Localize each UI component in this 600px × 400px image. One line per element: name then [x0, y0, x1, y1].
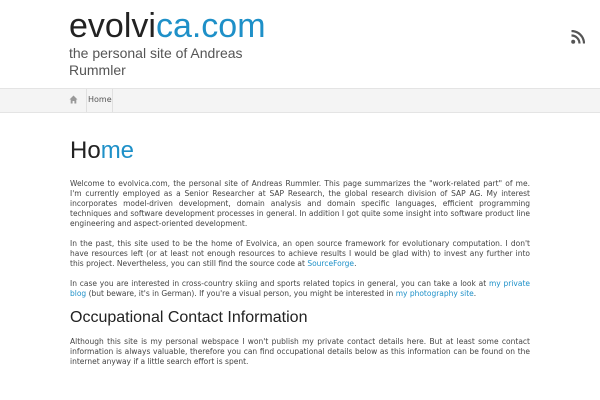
page-title	[70, 134, 530, 168]
interests-text-b: (but beware, it's in German). If you're a visual person, you might be interested in	[86, 289, 396, 298]
main-content	[70, 134, 530, 367]
site-tagline: the personal site of Andreas Rummler	[69, 45, 243, 78]
past-paragraph	[70, 239, 530, 269]
site-header	[0, 0, 600, 88]
intro-paragraph: Welcome to evolvica.com, the personal site of Andreas Rummler. This page summarizes the "work-related part" of me. I'm currently employed as a Senior Researcher at SAP Research, the global research division of SAP AG. My interest incorporates model-driven development, domain analysis and domain specific languages, efficient programming techniques and software development processes in general. In addition I got quite some insight into software product line engineering and aspect-oriented development.	[70, 179, 530, 228]
page-title-part1: Ho	[70, 137, 101, 164]
breadcrumb-divider	[112, 89, 113, 112]
private-blog-link[interactable]: my private blog	[70, 279, 530, 298]
past-text: In the past, this site used to be the home of Evolvica, an open source framework for evolutionary computation. I don't have resources left (or at least not enough resources to achieve results I would be glad with) to invest any further into this project. Nevertheless, you can still find the source code at	[70, 239, 530, 268]
photography-site-link[interactable]: my photography site	[395, 289, 474, 298]
breadcrumb-current: Home	[88, 95, 112, 104]
rss-icon[interactable]	[571, 29, 585, 43]
breadcrumb-home-link[interactable]	[60, 89, 87, 112]
home-icon	[69, 95, 78, 104]
breadcrumb	[0, 88, 600, 113]
section-title: Occupational Contact Information	[70, 309, 308, 326]
interests-text-c: .	[473, 289, 477, 298]
past-end: .	[354, 259, 357, 268]
site-title-part2: ca.com	[155, 7, 266, 45]
sourceforge-link[interactable]: SourceForge	[307, 259, 355, 268]
interests-text-a: In case you are interested in cross-country skiing and sports related topics in general, you can take a look at	[70, 279, 489, 288]
contact-paragraph: Although this site is my personal webspace I won't publish my private contact details here. But at least some contact information is always valuable, therefore you can find occupational details below as this information can be found on the internet anyway if a little search effort is spent.	[70, 337, 530, 366]
page-title-part2: me	[100, 137, 135, 164]
site-title-link[interactable]	[69, 6, 266, 46]
site-title-part1: evolvi	[69, 7, 156, 45]
interests-paragraph	[70, 279, 530, 299]
